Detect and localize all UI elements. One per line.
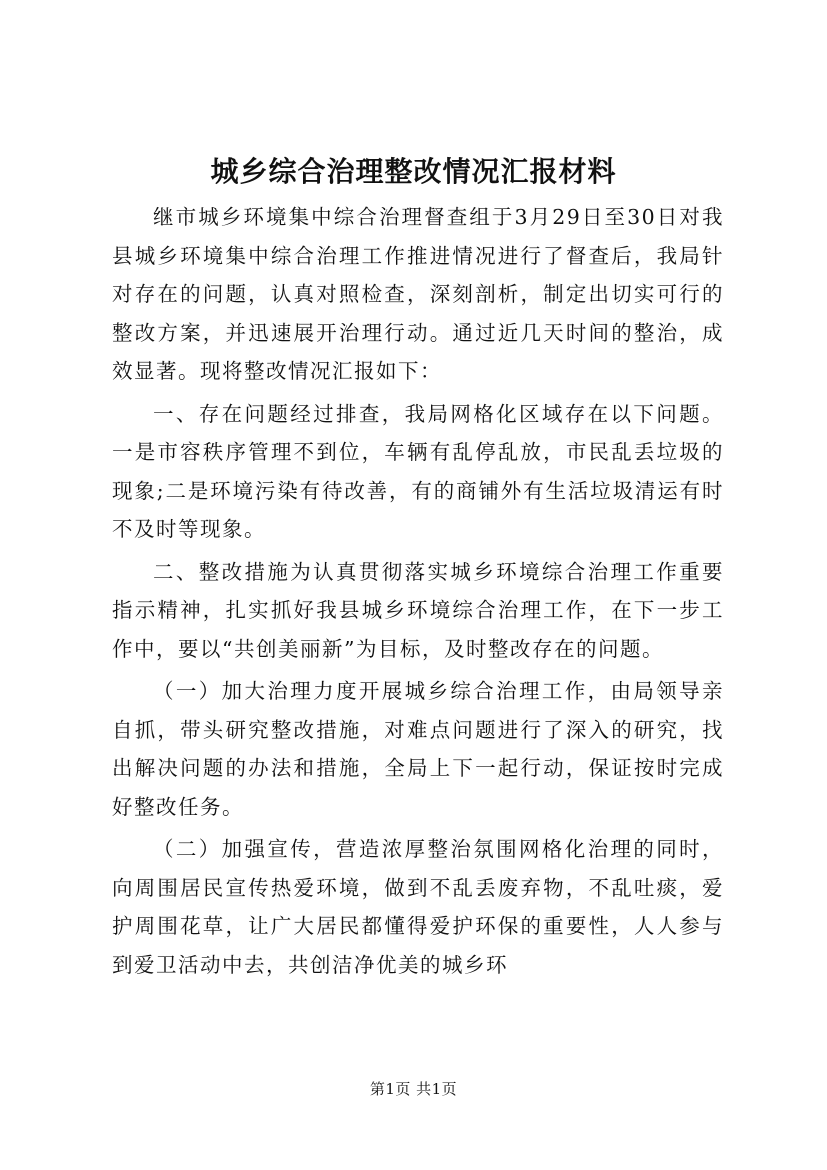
paragraph-measure-2: （二）加强宣传，营造浓厚整治氛围网格化治理的同时，向周围居民宣传热爱环境，做到不乱丢废弃物，不乱吐痰，爱护周围花草，让广大居民都懂得爱护环保的重要性，人人参与到爱卫活动中去，共创洁净优美的城乡环	[112, 837, 724, 977]
paragraph-intro: 继市城乡环境集中综合治理督查组于3月29日至30日对我县城乡环境集中综合治理工作推进情况进行了督查后，我局针对存在的问题，认真对照检查，深刻剖析，制定出切实可行的整改方案，并迅速展开治理行动。通过近几天时间的整治，成效显著。现将整改情况汇报如下：	[112, 205, 724, 383]
document-title: 城乡综合治理整改情况汇报材料	[210, 155, 617, 188]
paragraph-problems: 一、存在问题经过排查，我局网格化区域存在以下问题。一是市容秩序管理不到位，车辆有乱停乱放，市民乱丢垃圾的现象;二是环境污染有待改善，有的商铺外有生活垃圾清运有时不及时等现象。	[112, 401, 724, 541]
document-body	[112, 198, 724, 988]
paragraph-measure-1: （一）加大治理力度开展城乡综合治理工作，由局领导亲自抓，带头研究整改措施，对难点问题进行了深入的研究，找出解决问题的办法和措施，全局上下一起行动，保证按时完成好整改任务。	[112, 679, 724, 819]
page-footer: 第1页 共1页	[369, 1080, 458, 1098]
paragraph-measures: 二、整改措施为认真贯彻落实城乡环境综合治理工作重要指示精神，扎实抓好我县城乡环境综合治理工作，在下一步工作中，要以“共创美丽新”为目标，及时整改存在的问题。	[112, 559, 724, 661]
